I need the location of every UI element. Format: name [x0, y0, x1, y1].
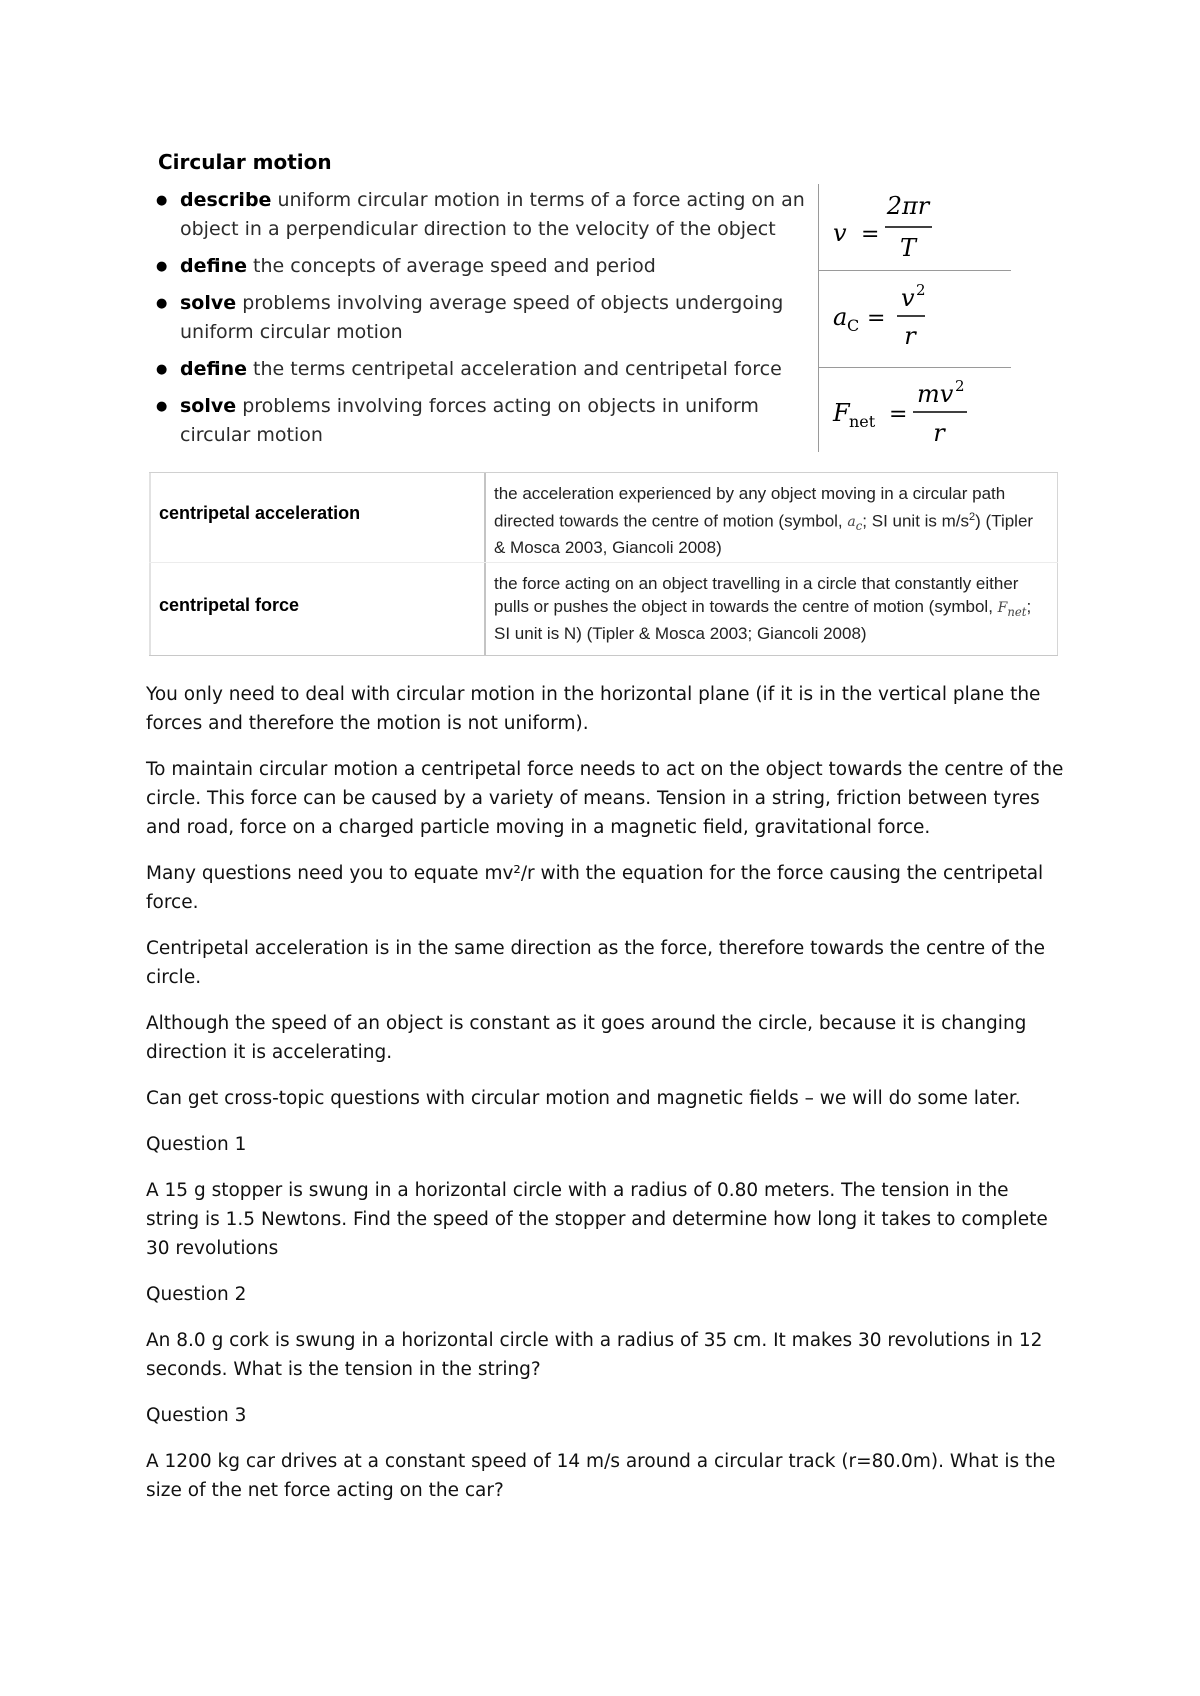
- outcome-verb: define: [180, 255, 247, 277]
- definition-text: ) (Tipler & Mosca 2003, Giancoli 2008): [494, 511, 1034, 558]
- equals-sign: =: [861, 222, 880, 247]
- symbol-subscript: c: [855, 518, 863, 533]
- outcome-text: the concepts of average speed and period: [253, 255, 656, 277]
- question-label: Question 3: [146, 1405, 247, 1426]
- column-divider: [484, 473, 486, 655]
- definition-symbol: [847, 514, 863, 533]
- question-label: Question 1: [146, 1134, 247, 1155]
- outcome-verb: solve: [180, 395, 237, 417]
- note-paragraph: Can get cross-topic questions with circular motion and magnetic fields – we will do some later.: [146, 1088, 1021, 1109]
- outcome-text: the terms centripetal acceleration and centripetal force: [253, 358, 782, 380]
- force-formula-numerator: mv: [917, 380, 954, 408]
- definition-text: the force acting on an object travelling in a circle that constantly either pulls or pushes the object in towards the centre of motion (symbol,: [494, 574, 1019, 616]
- note-paragraph: You only need to deal with circular motion in the horizontal plane (if it is in the vertical plane the forces and therefore the motion is not uniform).: [146, 684, 1041, 734]
- glossary-term: centripetal acceleration: [159, 503, 361, 523]
- outcome-item: [156, 186, 811, 244]
- outcome-text: problems involving forces acting on objects in uniform circular motion: [180, 395, 759, 446]
- speed-formula-lhs: v: [833, 219, 847, 247]
- question-label: Question 2: [146, 1284, 247, 1305]
- accel-formula-subscript: C: [847, 316, 860, 335]
- speed-formula: [819, 184, 1011, 271]
- outcome-text: problems involving average speed of objects undergoing uniform circular motion: [180, 292, 784, 343]
- glossary-definition: [494, 573, 1049, 645]
- question-text: A 1200 kg car drives at a constant speed of 14 m/s around a circular track (r=80.0m). What is the size of the net force acting on the car?: [146, 1451, 1056, 1501]
- learning-outcomes-list: [156, 186, 811, 458]
- accel-formula-numerator: v: [901, 284, 915, 312]
- note-paragraph: Although the speed of an object is constant as it goes around the circle, because it is changing direction it is accelerating.: [146, 1013, 1027, 1063]
- force-formula: [819, 368, 1011, 452]
- outcome-verb: describe: [180, 189, 272, 211]
- accel-formula-lhs: a: [833, 303, 848, 331]
- outcome-verb: define: [180, 358, 247, 380]
- note-paragraph: Many questions need you to equate mv²/r with the equation for the force causing the centripetal force.: [146, 863, 1044, 913]
- definition-text: ; SI unit is N) (Tipler & Mosca 2003; Giancoli 2008): [494, 596, 1032, 643]
- force-formula-subscript: net: [849, 412, 876, 431]
- notes-section: [146, 680, 1066, 1522]
- outcome-item: [156, 289, 811, 347]
- question-text: A 15 g stopper is swung in a horizontal circle with a radius of 0.80 meters. The tension in the string is 1.5 Newtons. Find the speed of the stopper and determine how long it takes to complete 30 revolutions: [146, 1180, 1048, 1259]
- force-formula-exponent: 2: [955, 377, 965, 395]
- note-paragraph: To maintain circular motion a centripetal force needs to act on the object towards the centre of the circle. This force can be caused by a variety of means. Tension in a string, friction between tyres and road, force on a charged particle moving in a magnetic field, gravitational force.: [146, 759, 1064, 838]
- section-heading: Circular motion: [158, 150, 332, 174]
- equals-sign: =: [867, 306, 886, 331]
- question-text: An 8.0 g cork is swung in a horizontal circle with a radius of 35 cm. It makes 30 revolutions in 12 seconds. What is the tension in the string?: [146, 1330, 1043, 1380]
- speed-formula-denominator: T: [899, 234, 917, 262]
- symbol-subscript: net: [1007, 604, 1027, 619]
- outcome-item: [156, 355, 811, 384]
- outcome-text: uniform circular motion in terms of a force acting on an object in a perpendicular direction to the velocity of the object: [180, 189, 805, 240]
- force-formula-denominator: r: [933, 419, 945, 447]
- table-border: [149, 473, 151, 655]
- acceleration-formula: [819, 271, 1011, 368]
- note-paragraph: Centripetal acceleration is in the same direction as the force, therefore towards the centre of the circle.: [146, 938, 1046, 988]
- outcome-item: [156, 392, 811, 450]
- outcome-verb: solve: [180, 292, 237, 314]
- glossary-table: [149, 472, 1058, 656]
- definition-text: the acceleration experienced by any object moving in a circular path directed towards the centre of motion (symbol,: [494, 484, 1006, 531]
- force-formula-lhs: F: [833, 399, 850, 427]
- symbol-letter: F: [997, 599, 1008, 616]
- accel-formula-exponent: 2: [916, 281, 926, 299]
- symbol-letter: a: [847, 514, 856, 531]
- unit-exponent: 2: [969, 510, 976, 523]
- row-divider: [149, 562, 1058, 563]
- glossary-definition: [494, 483, 1049, 560]
- definition-text: ; SI unit is m/s: [862, 511, 970, 531]
- speed-formula-numerator: 2πr: [886, 192, 930, 220]
- definition-symbol: [997, 599, 1027, 619]
- formula-box: [818, 184, 1011, 452]
- outcome-item: [156, 252, 811, 281]
- table-border: [1057, 473, 1059, 655]
- accel-formula-denominator: r: [904, 322, 916, 350]
- glossary-term: centripetal force: [159, 595, 300, 615]
- equals-sign: =: [889, 402, 908, 427]
